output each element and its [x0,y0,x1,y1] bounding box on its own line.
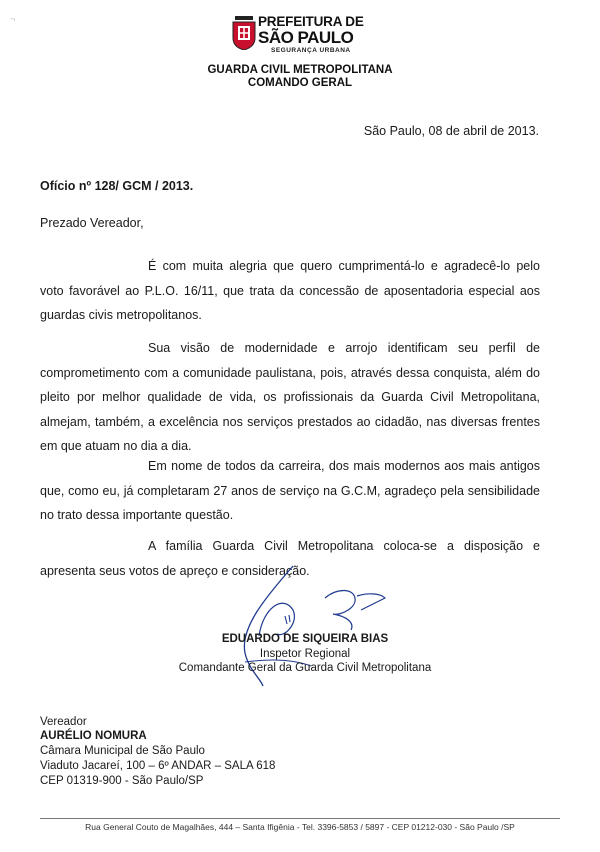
organization-name: GUARDA CIVIL METROPOLITANA [207,64,393,76]
document-reference: Ofício nº 128/ GCM / 2013. [40,179,194,193]
city-name-line1: PREFEITURA DE [258,14,364,29]
addressee-street: Viaduto Jacareí, 100 – 6º ANDAR – SALA 618 [40,760,276,772]
city-logo [231,14,371,66]
addressee-cep: CEP 01319-900 - São Paulo/SP [40,775,204,787]
paragraph: A família Guarda Civil Metropolitana coloca-se a disposição e apresenta seus votos de apreço e consideração. [40,539,540,578]
letter-date: São Paulo, 08 de abril de 2013. [363,124,539,138]
signatory-name: EDUARDO DE SIQUEIRA BIAS [221,633,389,645]
city-department: SEGURANÇA URBANA [271,47,351,54]
addressee-title: Vereador [40,716,87,728]
addressee-institution: Câmara Municipal de São Paulo [40,745,205,757]
signatory-title: Inspetor Regional [259,648,351,660]
coat-of-arms-icon [231,16,257,50]
paragraph: Sua visão de modernidade e arrojo identificam seu perfil de comprometimento com a comunidade paulistana, pois, através dessa conquista, além do pleito por melhor qualidade de vida, os profissionais da Guarda Civil Metropolitana, almejam, também, a excelência nos serviços prestados ao cidadão, nas diversas frentes em que atuam no dia a dia. [40,341,540,454]
signatory-position: Comandante Geral da Guarda Civil Metropolitana [178,662,432,674]
greeting: Prezado Vereador, [40,216,144,230]
addressee-name: AURÉLIO NOMURA [40,730,147,742]
organization-division: COMANDO GERAL [247,77,353,89]
corner-mark: ¬ [10,14,16,24]
city-name-line2: SÃO PAULO [258,28,354,47]
paragraph: É com muita alegria que quero cumprimentá-lo e agradecê-lo pelo voto favorável ao P.L.O. 16/11, que trata da concessão de aposentadoria especial aos guardas civis metropolitanos. [40,259,540,323]
paragraph: Em nome de todos da carreira, dos mais modernos aos mais antigos que, como eu, já completaram 27 anos de serviço na G.C.M, agradeço pela sensibilidade no trato dessa importante questão. [40,459,540,523]
footer-address: Rua General Couto de Magalhães, 444 – Santa Ifigênia - Tel. 3396-5853 / 5897 - CEP 01212-030 - São Paulo /SP [85,822,515,832]
footer-divider [40,818,560,819]
